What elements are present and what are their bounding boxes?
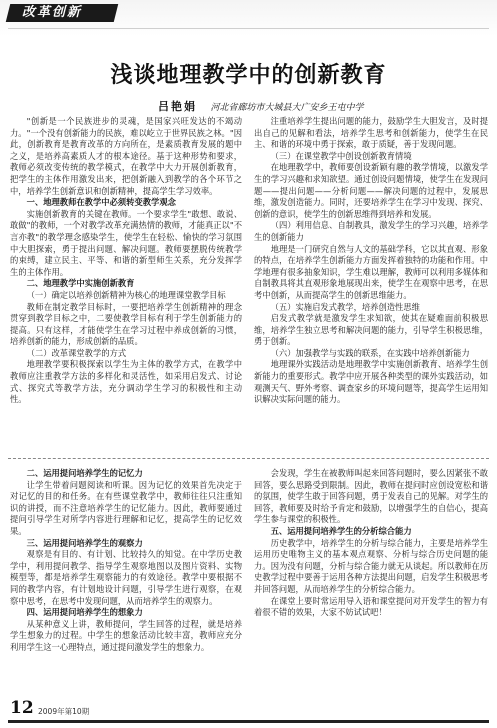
subsection-heading: （一）确定以培养创新精神为核心的地理课堂教学目标 bbox=[26, 289, 226, 300]
body-paragraph: 启发式教学就是激发学生求知欲，使其在疑难面前积极思维，培养学生独立思考和解决问题的能力，引导学生积极思维，勇于创新。 bbox=[254, 313, 488, 347]
body-paragraph: 会发现，学生在被教师叫起来回答问题时，要么因紧张不敢回答，要么思路受到限制。因此，教师在提问时应创设宽松和谐的氛围，使学生敢于回答问题，勇于发表自己的见解。对学生的回答，教师要及时给予肯定和鼓励，以增强学生的自信心，提高学生参与课堂的积极性。 bbox=[254, 468, 488, 525]
body-paragraph: 观察是有目的、有计划、比较持久的知觉。在中学历史教学中，利用提问教学、指导学生观察地图以及图片资料、实物模型等，都是培养学生观察能力的有效途径。教学中要根据不同的教学内容，有计划地设计问题，引导学生进行观察，在观察中思考，在思考中发现问题，从而培养学生的观察力。 bbox=[10, 549, 242, 606]
subsection-heading: （二）改革课堂教学的方式 bbox=[26, 347, 127, 358]
body-paragraph: 在课堂上要时常运用导入语和课堂提问对开发学生的智力有着很不错的效果，大家不妨试试吧！ bbox=[254, 595, 488, 618]
subsection-heading: （三）在课堂教学中创设创新教育情境 bbox=[270, 150, 412, 161]
body-paragraph: 地理是一门研究自然与人文的基础学科，它以其直观、形象的特点，在培养学生创新能力方面发挥着独特的功能和作用。中学地理有很多抽象知识，学生难以理解，教师可以利用多媒体和自制教具将其直观形象地展现出来，使学生在观察中思考，在思考中创新，从而提高学生的创新思维能力。 bbox=[254, 243, 488, 300]
header-rule bbox=[8, 28, 489, 29]
section-divider bbox=[8, 458, 489, 459]
body-paragraph: 地理课外实践活动是地理教学中实施创新教育、培养学生创新能力的重要形式。教学中应开展各种类型的课外实践活动，如观测天气、野外考察、调查家乡的环境问题等，提高学生运用知识解决实际问题的能力。 bbox=[254, 359, 488, 405]
page-number: 12 bbox=[10, 698, 34, 718]
column-lower-right bbox=[254, 468, 488, 690]
body-paragraph: 注重培养学生提出问题的能力，鼓励学生大胆发言，及时提出自己的见解和看法，培养学生思考和创新能力，使学生在民主、和谐的环境中勇于探索，敢于质疑，善于发现问题。 bbox=[254, 116, 488, 150]
body-paragraph: 在地理教学中，教师要创设新颖有趣的教学情境，以激发学生的学习兴趣和求知欲望。通过创设问题情境，使学生在发现问题——提出问题——分析问题——解决问题的过程中，发展思维，激发创造能力。同时，还要培养学生在学习中发现、探究、创新的意识，使学生的创新思维得到培养和发展。 bbox=[254, 162, 488, 219]
subsection-heading: （四）利用信息、自制教具，激发学生的学习兴趣，培养学生的创新能力 bbox=[254, 220, 488, 242]
byline bbox=[158, 98, 364, 114]
column-header bbox=[0, 0, 497, 36]
issue-label: 2009年第10期 bbox=[38, 707, 90, 716]
author-name: 吕艳娟 bbox=[158, 100, 197, 113]
subsection-heading: （六）加强教学与实践的联系，在实践中培养创新能力 bbox=[270, 347, 470, 358]
body-paragraph: 教师在制定教学目标时，一要把培养学生创新精神的理念贯穿到教学目标之中，二要使教学目标有利于学生创新能力的提高。只有这样，才能使学生在学习过程中养成创新的习惯，培养创新的能力，形成创新的品质。 bbox=[10, 301, 242, 347]
section-heading: 四、运用提问培养学生的想象力 bbox=[26, 607, 143, 618]
body-paragraph: 历史教学中，培养学生的分析与综合能力，主要是培养学生运用历史唯物主义的基本观点观察、分析与综合历史问题的能力。因为没有问题，分析与综合能力就无从谈起。所以教师在历史教学过程中要善于运用各种方法提出问题，启发学生积极思考并回答问题，从而培养学生的分析综合能力。 bbox=[254, 537, 488, 594]
body-paragraph: "创新是一个民族进步的灵魂，是国家兴旺发达的不竭动力。"一个没有创新能力的民族，难以屹立于世界民族之林。"因此，创新教育是教育改革的方向所在，是素质教育发展的题中之义，是培养高素质人才的根本途径。基于这种形势和要求，教师必须改变传统的教学模式，在教学中大力开展创新教育，把学生的主体作用激发出来，把创新融入到教学的各个环节之中，培养学生创新意识和创新精神，提高学生学习效率。 bbox=[10, 116, 242, 196]
section-heading: 三、运用提问培养学生的观察力 bbox=[26, 537, 143, 548]
section-heading: 二、运用提问培养学生的记忆力 bbox=[26, 468, 143, 478]
article-title: 浅谈地理教学中的创新教育 bbox=[110, 62, 387, 88]
body-paragraph: 让学生带着问题阅读和听课。因为记忆的效果首先决定于对记忆的目的和任务。在有些课堂教学中，教师往往只注重知识的讲授，而不注意培养学生的记忆能力。因此，教师要通过提问引导学生对所学内容进行理解和记忆，提高学生的记忆效果。 bbox=[10, 479, 242, 536]
column-lower-left bbox=[10, 468, 242, 690]
column-label: 改革创新 bbox=[22, 5, 83, 20]
section-heading: 五、运用提问培养学生的分析综合能力 bbox=[270, 525, 412, 536]
section-heading: 一、地理教师在教学中必须转变教学观念 bbox=[26, 197, 176, 208]
column-upper-left bbox=[10, 116, 242, 446]
body-paragraph: 实施创新教育的关键在教师。一个要求学生"敢想、敢说、敢做"的教师，一个对教学改革充满热情的教师，才能真正以"不言亦教"的教学理念感染学生，使学生在轻松、愉快的学习氛围中大胆探索，勇于提出问题、解决问题。教师要摆脱传统教学的束缚，建立民主、平等、和谐的新型师生关系，充分发挥学生的主体作用。 bbox=[10, 208, 242, 277]
body-paragraph: 地理教学要积极探索以学生为主体的教学方式，在教学中教师应注重教学方法的多样化和灵活性，如采用启发式、讨论式、探究式等教学方法，充分调动学生学习的积极性和主动性。 bbox=[10, 359, 242, 405]
body-paragraph: 从某种意义上讲，教师提问，学生回答的过程，就是培养学生想象力的过程。中学生的想象活动比较丰富，教师应充分利用学生这一心理特点，通过提问激发学生的想象力。 bbox=[10, 618, 242, 652]
column-upper-right bbox=[254, 116, 488, 446]
section-heading: 二、地理教学中实施创新教育 bbox=[26, 278, 135, 289]
author-affiliation: 河北省廊坊市大城县大广安乡王屯中学 bbox=[210, 103, 364, 113]
footer-rule bbox=[8, 720, 489, 723]
subsection-heading: （五）实施启发式教学，培养创造性思维 bbox=[270, 301, 420, 312]
